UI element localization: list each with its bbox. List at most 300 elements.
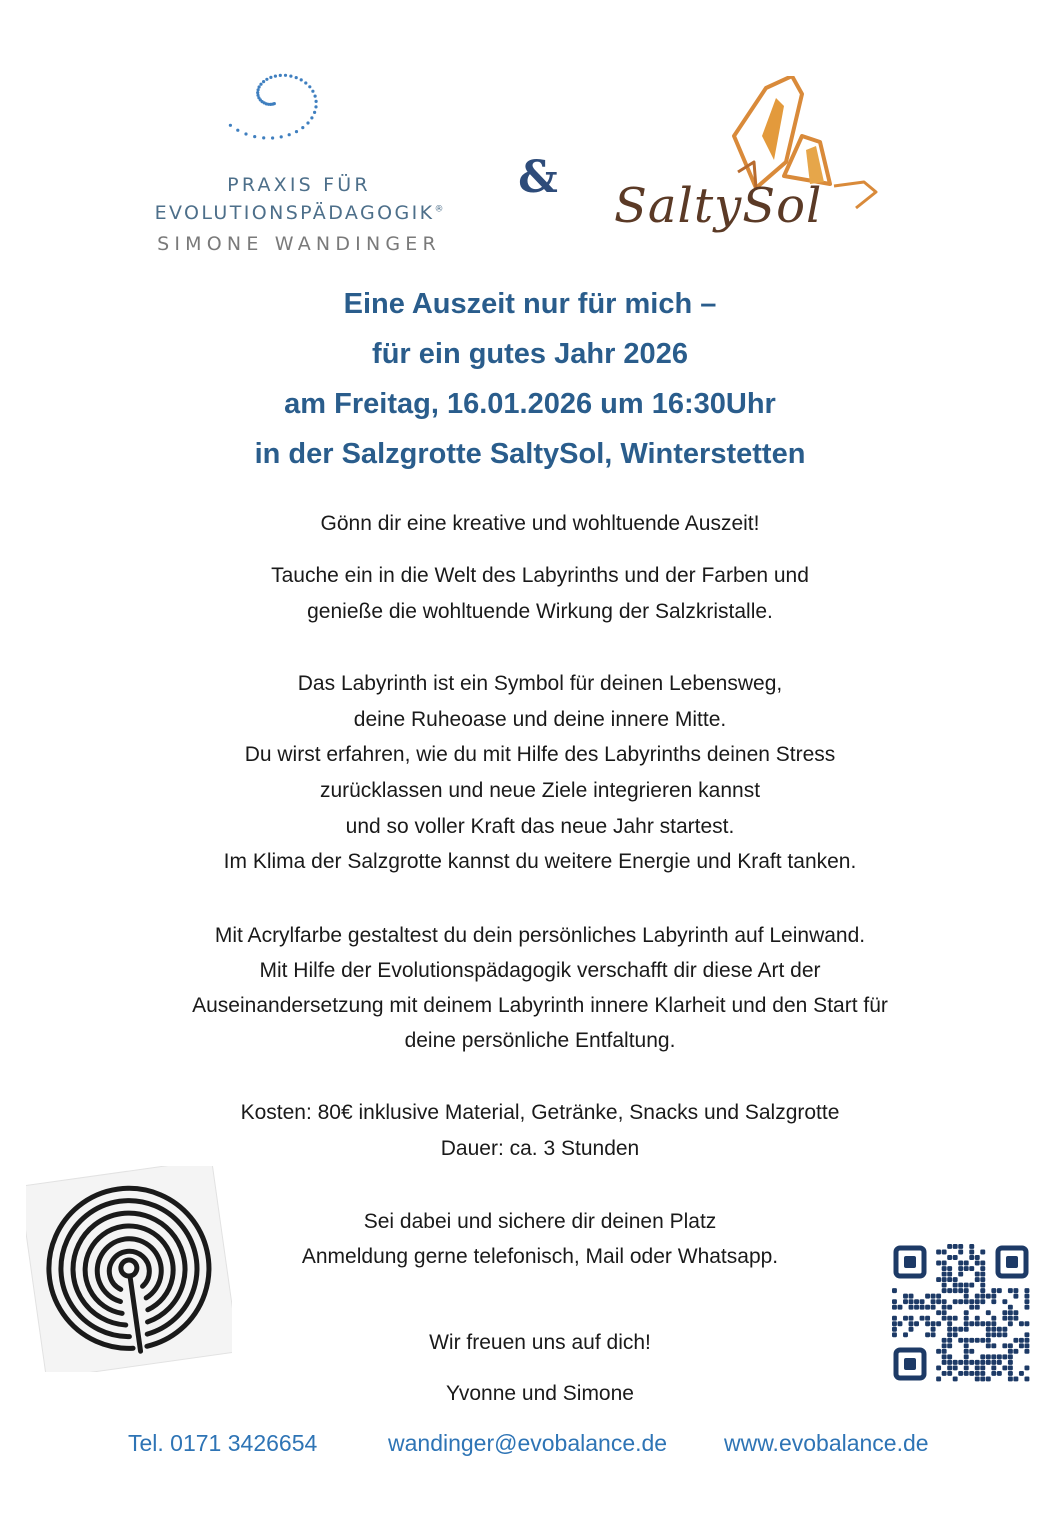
- qr-module: [947, 1266, 952, 1271]
- qr-module: [980, 1354, 985, 1359]
- qr-module: [936, 1250, 941, 1255]
- qr-module: [980, 1338, 985, 1343]
- spiral-dot: [256, 91, 259, 94]
- qr-module: [953, 1277, 958, 1282]
- qr-module: [997, 1354, 1002, 1359]
- qr-module: [969, 1244, 974, 1249]
- spiral-dot: [295, 130, 298, 133]
- qr-module: [920, 1305, 925, 1310]
- qr-module: [964, 1365, 969, 1370]
- qr-module: [975, 1365, 980, 1370]
- qr-module: [892, 1327, 897, 1332]
- praxis-logo: [118, 70, 480, 270]
- qr-module: [1013, 1349, 1018, 1354]
- qr-module: [1024, 1332, 1029, 1337]
- paragraph-2-line: und so voller Kraft das neue Jahr startest.: [345, 815, 735, 838]
- qr-module: [1002, 1327, 1007, 1332]
- qr-module: [936, 1277, 941, 1282]
- qr-module: [920, 1299, 925, 1304]
- qr-module: [980, 1376, 985, 1381]
- qr-module: [942, 1250, 947, 1255]
- spiral-dot: [253, 135, 256, 138]
- qr-module: [909, 1327, 914, 1332]
- qr-module: [947, 1277, 952, 1282]
- qr-module: [964, 1261, 969, 1266]
- qr-module: [942, 1272, 947, 1277]
- qr-module: [903, 1332, 908, 1337]
- intro-text: Gönn dir eine kreative und wohltuende Auszeit!: [320, 512, 760, 535]
- qr-module: [986, 1338, 991, 1343]
- qr-module: [986, 1354, 991, 1359]
- qr-module: [1024, 1288, 1029, 1293]
- qr-module: [958, 1244, 963, 1249]
- spiral-dot: [301, 126, 304, 129]
- qr-module: [953, 1332, 958, 1337]
- qr-module: [909, 1299, 914, 1304]
- qr-module: [942, 1266, 947, 1271]
- qr-module: [986, 1310, 991, 1315]
- qr-module: [964, 1338, 969, 1343]
- qr-module: [925, 1294, 930, 1299]
- qr-module: [903, 1294, 908, 1299]
- spiral-dot: [274, 75, 277, 78]
- qr-module: [969, 1283, 974, 1288]
- spiral-dot: [265, 78, 268, 81]
- qr-module: [953, 1360, 958, 1365]
- qr-module: [975, 1338, 980, 1343]
- qr-module: [1008, 1310, 1013, 1315]
- qr-module: [958, 1338, 963, 1343]
- qr-module: [986, 1360, 991, 1365]
- qr-module: [1002, 1310, 1007, 1315]
- qr-module: [931, 1305, 936, 1310]
- praxis-line-2-text: EVOLUTIONSPÄDAGOGIK: [154, 202, 435, 224]
- signup-line: Anmeldung gerne telefonisch, Mail oder Whatsapp.: [301, 1245, 779, 1268]
- spiral-dot: [304, 81, 307, 84]
- qr-module: [980, 1261, 985, 1266]
- qr-module: [980, 1360, 985, 1365]
- qr-module: [969, 1349, 974, 1354]
- qr-module: [942, 1288, 947, 1293]
- qr-module: [991, 1294, 996, 1299]
- qr-module: [975, 1305, 980, 1310]
- qr-module: [991, 1316, 996, 1321]
- qr-module: [942, 1261, 947, 1266]
- qr-module: [947, 1244, 952, 1249]
- qr-module: [892, 1332, 897, 1337]
- qr-module: [964, 1316, 969, 1321]
- qr-module: [925, 1316, 930, 1321]
- spiral-dot: [284, 74, 287, 77]
- qr-module: [1024, 1365, 1029, 1370]
- praxis-line-3: SIMONE WANDINGER: [157, 233, 441, 255]
- qr-module: [1024, 1343, 1029, 1348]
- qr-module: [953, 1255, 958, 1260]
- spiral-dot: [315, 100, 318, 103]
- qr-module: [942, 1305, 947, 1310]
- labyrinth-icon: [26, 1166, 232, 1372]
- spiral-dot: [308, 85, 311, 88]
- closing-text: Wir freuen uns auf dich!: [429, 1331, 651, 1354]
- email-link[interactable]: wandinger@evobalance.de: [388, 1430, 668, 1456]
- spiral-dot: [256, 94, 259, 97]
- qr-module: [892, 1288, 897, 1293]
- qr-module: [892, 1299, 897, 1304]
- qr-module: [964, 1354, 969, 1359]
- qr-module: [1008, 1321, 1013, 1326]
- qr-module: [1024, 1338, 1029, 1343]
- qr-module: [1002, 1316, 1007, 1321]
- qr-module: [975, 1376, 980, 1381]
- qr-module: [969, 1371, 974, 1376]
- qr-module: [953, 1327, 958, 1332]
- qr-module: [980, 1266, 985, 1271]
- qr-module: [975, 1321, 980, 1326]
- qr-module: [942, 1349, 947, 1354]
- qr-module: [958, 1250, 963, 1255]
- qr-module: [947, 1316, 952, 1321]
- qr-module: [980, 1272, 985, 1277]
- qr-module: [969, 1305, 974, 1310]
- qr-module: [991, 1354, 996, 1359]
- qr-module: [980, 1250, 985, 1255]
- qr-module: [958, 1360, 963, 1365]
- registered-mark: ®: [434, 204, 444, 215]
- qr-module: [975, 1371, 980, 1376]
- qr-module: [991, 1371, 996, 1376]
- qr-module: [980, 1365, 985, 1370]
- qr-module: [1008, 1349, 1013, 1354]
- praxis-line-1: PRAXIS FÜR: [227, 174, 371, 196]
- spiral-dot: [279, 74, 282, 77]
- qr-module: [947, 1255, 952, 1260]
- qr-module: [997, 1332, 1002, 1337]
- qr-module: [947, 1343, 952, 1348]
- qr-module: [1002, 1299, 1007, 1304]
- headline-line-4: in der Salzgrotte SaltySol, Winterstetten: [254, 438, 806, 470]
- qr-module: [975, 1299, 980, 1304]
- headline-line-3: am Freitag, 16.01.2026 um 16:30Uhr: [284, 388, 776, 420]
- spiral-dot: [314, 95, 317, 98]
- paragraph-1-line: Tauche ein in die Welt des Labyrinths und der Farben und: [271, 564, 809, 587]
- qr-module: [991, 1321, 996, 1326]
- qr-module: [914, 1299, 919, 1304]
- qr-module: [898, 1305, 903, 1310]
- qr-module: [991, 1332, 996, 1337]
- qr-module: [953, 1376, 958, 1381]
- spiral-dot: [236, 129, 239, 132]
- qr-module: [969, 1250, 974, 1255]
- qr-module: [892, 1321, 897, 1326]
- qr-module: [1008, 1305, 1013, 1310]
- qr-module: [964, 1349, 969, 1354]
- qr-module: [1024, 1321, 1029, 1326]
- qr-module: [964, 1288, 969, 1293]
- qr-module: [947, 1305, 952, 1310]
- qr-module: [947, 1360, 952, 1365]
- qr-module: [953, 1283, 958, 1288]
- qr-module: [964, 1371, 969, 1376]
- paragraph-2-line: deine Ruheoase und deine innere Mitte.: [353, 708, 727, 731]
- qr-module: [936, 1365, 941, 1370]
- qr-module: [1008, 1376, 1013, 1381]
- qr-module: [958, 1283, 963, 1288]
- qr-module: [1008, 1354, 1013, 1359]
- spiral-dot: [300, 78, 303, 81]
- qr-module: [947, 1272, 952, 1277]
- spiral-dot: [259, 83, 262, 86]
- paragraph-3-line: Auseinandersetzung mit deinem Labyrinth innere Klarheit und den Start für: [192, 994, 888, 1017]
- qr-module: [958, 1371, 963, 1376]
- qr-module: [947, 1321, 952, 1326]
- spiral-dot: [244, 132, 247, 135]
- qr-module: [986, 1376, 991, 1381]
- qr-module: [931, 1332, 936, 1337]
- qr-module: [909, 1305, 914, 1310]
- qr-module: [1019, 1321, 1024, 1326]
- qr-module: [1002, 1365, 1007, 1370]
- qr-module: [975, 1277, 980, 1282]
- qr-module: [1013, 1288, 1018, 1293]
- qr-module: [986, 1294, 991, 1299]
- qr-module: [997, 1360, 1002, 1365]
- qr-module: [986, 1327, 991, 1332]
- qr-module: [1008, 1343, 1013, 1348]
- spiral-dot: [306, 121, 309, 124]
- qr-module: [991, 1299, 996, 1304]
- qr-module: [936, 1376, 941, 1381]
- qr-module: [942, 1371, 947, 1376]
- qr-module: [892, 1305, 897, 1310]
- qr-module: [980, 1277, 985, 1282]
- qr-module: [964, 1299, 969, 1304]
- qr-module: [925, 1332, 930, 1337]
- spiral-dot: [271, 136, 274, 139]
- qr-module: [975, 1316, 980, 1321]
- qr-module: [1008, 1360, 1013, 1365]
- duration-text: Dauer: ca. 3 Stunden: [440, 1137, 640, 1160]
- praxis-line-2: [118, 202, 480, 224]
- spiral-dot: [311, 90, 314, 93]
- cost-text: Kosten: 80€ inklusive Material, Getränke, Snacks und Salzgrotte: [240, 1101, 840, 1124]
- qr-module: [942, 1283, 947, 1288]
- qr-module: [975, 1261, 980, 1266]
- spiral-dot: [269, 76, 272, 79]
- phone-number[interactable]: Tel. 0171 3426654: [128, 1430, 318, 1456]
- qr-module: [942, 1360, 947, 1365]
- qr-module: [997, 1327, 1002, 1332]
- qr-module: [991, 1343, 996, 1348]
- qr-module: [986, 1332, 991, 1337]
- qr-module: [991, 1288, 996, 1293]
- qr-module: [931, 1321, 936, 1326]
- qr-module: [953, 1288, 958, 1293]
- qr-module: [1024, 1299, 1029, 1304]
- qr-module: [964, 1343, 969, 1348]
- qr-module: [903, 1299, 908, 1304]
- qr-module: [931, 1327, 936, 1332]
- qr-module: [942, 1310, 947, 1315]
- salt-crystal-icon: [606, 76, 906, 276]
- paragraph-3-line: deine persönliche Entfaltung.: [404, 1029, 676, 1052]
- qr-module: [942, 1354, 947, 1359]
- spiral-dot: [295, 76, 298, 79]
- paragraph-3-line: Mit Acrylfarbe gestaltest du dein persönliches Labyrinth auf Leinwand.: [214, 924, 866, 947]
- qr-module: [997, 1288, 1002, 1293]
- signature-text: Yvonne und Simone: [446, 1382, 634, 1405]
- qr-module: [1008, 1365, 1013, 1370]
- qr-module: [1024, 1376, 1029, 1381]
- qr-module: [975, 1360, 980, 1365]
- qr-module: [947, 1288, 952, 1293]
- qr-code-icon[interactable]: [892, 1244, 1030, 1382]
- qr-module: [1024, 1294, 1029, 1299]
- qr-module: [936, 1261, 941, 1266]
- qr-module: [936, 1349, 941, 1354]
- qr-module: [947, 1338, 952, 1343]
- qr-module: [991, 1327, 996, 1332]
- qr-module: [980, 1371, 985, 1376]
- spiral-dot: [257, 88, 260, 91]
- qr-module: [942, 1343, 947, 1348]
- qr-module: [969, 1321, 974, 1326]
- qr-module: [975, 1294, 980, 1299]
- qr-module: [953, 1299, 958, 1304]
- spiral-dot: [288, 133, 291, 136]
- headline-line-2: für ein gutes Jahr 2026: [372, 338, 688, 370]
- qr-module: [925, 1321, 930, 1326]
- qr-module: [964, 1310, 969, 1315]
- qr-module: [1019, 1338, 1024, 1343]
- qr-module: [942, 1277, 947, 1282]
- spiral-dot: [289, 75, 292, 78]
- qr-module: [1024, 1349, 1029, 1354]
- qr-module: [986, 1321, 991, 1326]
- qr-module: [1002, 1332, 1007, 1337]
- spiral-dot: [258, 85, 261, 88]
- qr-module: [909, 1294, 914, 1299]
- qr-module: [975, 1272, 980, 1277]
- qr-module: [958, 1288, 963, 1293]
- website-link[interactable]: www.evobalance.de: [724, 1430, 929, 1456]
- spiral-dot: [310, 116, 313, 119]
- qr-module: [980, 1321, 985, 1326]
- ampersand: &: [518, 152, 558, 203]
- qr-module: [1013, 1310, 1018, 1315]
- spiral-dot: [313, 111, 316, 114]
- qr-module: [958, 1327, 963, 1332]
- qr-module: [1013, 1294, 1018, 1299]
- headline-line-1: Eine Auszeit nur für mich –: [343, 288, 717, 320]
- qr-module: [947, 1371, 952, 1376]
- qr-module: [964, 1321, 969, 1326]
- qr-module: [975, 1255, 980, 1260]
- qr-module: [980, 1294, 985, 1299]
- qr-module: [958, 1266, 963, 1271]
- qr-module: [931, 1294, 936, 1299]
- spiral-dot: [262, 80, 265, 83]
- dotted-spiral-icon: [228, 70, 388, 160]
- qr-module: [964, 1327, 969, 1332]
- qr-module: [936, 1294, 941, 1299]
- paragraph-2-line: zurücklassen und neue Ziele integrieren kannst: [319, 779, 761, 802]
- spiral-dot: [262, 136, 265, 139]
- qr-module: [980, 1283, 985, 1288]
- qr-module: [936, 1321, 941, 1326]
- qr-module: [892, 1316, 897, 1321]
- qr-module: [980, 1299, 985, 1304]
- qr-module: [1013, 1316, 1018, 1321]
- qr-module: [1019, 1343, 1024, 1348]
- qr-module: [969, 1255, 974, 1260]
- qr-module: [942, 1316, 947, 1321]
- qr-module: [991, 1365, 996, 1370]
- saltysol-name: SaltySol: [614, 178, 823, 234]
- paragraph-2-line: Im Klima der Salzgrotte kannst du weitere Energie und Kraft tanken.: [223, 850, 857, 873]
- spiral-dot: [229, 124, 232, 127]
- qr-module: [909, 1316, 914, 1321]
- qr-module: [953, 1365, 958, 1370]
- saltysol-logo: [606, 76, 906, 276]
- qr-module: [909, 1321, 914, 1326]
- qr-module: [997, 1371, 1002, 1376]
- qr-module: [958, 1299, 963, 1304]
- qr-module: [942, 1299, 947, 1304]
- qr-module: [1013, 1376, 1018, 1381]
- paragraph-1-line: genieße die wohltuende Wirkung der Salzkristalle.: [307, 600, 773, 623]
- qr-module: [1002, 1354, 1007, 1359]
- paragraph-3-line: Mit Hilfe der Evolutionspädagogik verschafft dir diese Art der: [259, 959, 821, 982]
- qr-module: [947, 1354, 952, 1359]
- paragraph-2-line: Das Labyrinth ist ein Symbol für deinen Lebensweg,: [297, 672, 783, 695]
- qr-module: [914, 1321, 919, 1326]
- qr-module: [1008, 1371, 1013, 1376]
- qr-module: [898, 1321, 903, 1326]
- signup-line: Sei dabei und sichere dir deinen Platz: [363, 1210, 717, 1233]
- qr-module: [980, 1288, 985, 1293]
- qr-module: [953, 1316, 958, 1321]
- qr-module: [964, 1360, 969, 1365]
- qr-module: [958, 1261, 963, 1266]
- qr-module: [1002, 1343, 1007, 1348]
- qr-module: [947, 1327, 952, 1332]
- qr-module: [936, 1299, 941, 1304]
- qr-module: [969, 1360, 974, 1365]
- qr-module: [958, 1272, 963, 1277]
- qr-module: [942, 1338, 947, 1343]
- qr-module: [969, 1266, 974, 1271]
- qr-module: [969, 1338, 974, 1343]
- qr-module: [964, 1283, 969, 1288]
- qr-module: [1008, 1288, 1013, 1293]
- qr-module: [964, 1266, 969, 1271]
- qr-module: [1024, 1305, 1029, 1310]
- paragraph-2-line: Du wirst erfahren, wie du mit Hilfe des Labyrinths deinen Stress: [244, 743, 836, 766]
- qr-module: [1013, 1338, 1018, 1343]
- qr-module: [903, 1316, 908, 1321]
- qr-module: [947, 1365, 952, 1370]
- qr-module: [1019, 1371, 1024, 1376]
- qr-module: [953, 1244, 958, 1249]
- qr-module: [969, 1299, 974, 1304]
- qr-module: [936, 1310, 941, 1315]
- qr-module: [947, 1332, 952, 1337]
- spiral-dot: [314, 105, 317, 108]
- qr-module: [1008, 1316, 1013, 1321]
- qr-module: [986, 1343, 991, 1348]
- qr-module: [925, 1305, 930, 1310]
- qr-module: [991, 1360, 996, 1365]
